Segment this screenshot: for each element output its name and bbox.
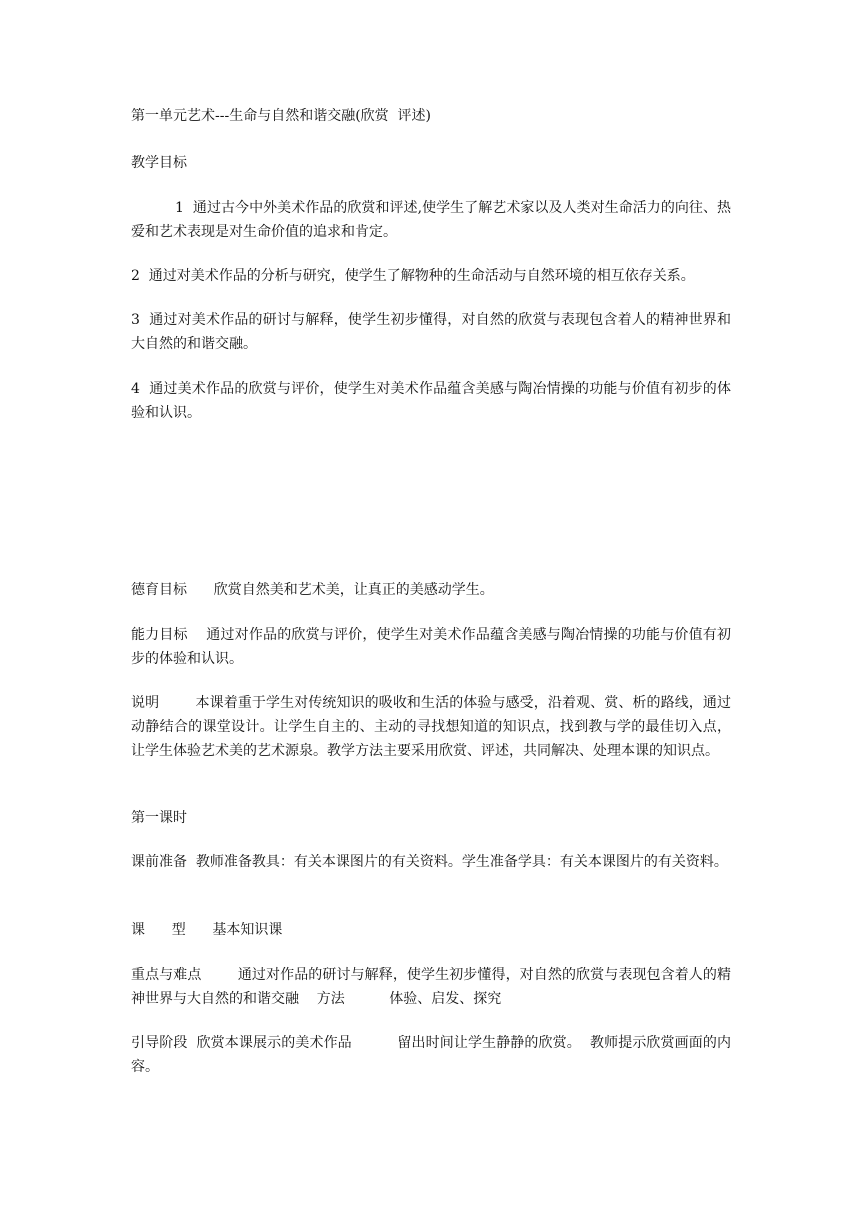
lesson-type-paragraph: 课 型 基本知识课	[131, 922, 283, 938]
objective-item-2: 2 通过对美术作品的分析与研究，使学生了解物种的生命活动与自然环境的相互依存关系。	[131, 268, 695, 284]
guide-stage-paragraph: 引导阶段 欣赏本课展示的美术作品 留出时间让学生静静的欣赏。 教师提示欣赏画面的内容。	[131, 1035, 731, 1075]
explanation-paragraph: 说明 本课着重于学生对传统知识的吸收和生活的体验与感受，沿着观、赏、析的路线，通过动静结合的课堂设计。让学生自主的、主动的寻找想知道的知识点，找到教与学的最佳切入点，让学生体验艺术美的艺术源泉。教学方法主要采用欣赏、评述，共同解决、处理本课的知识点。	[131, 695, 731, 759]
ability-goal-paragraph: 能力目标 通过对作品的欣赏与评价，使学生对美术作品蕴含美感与陶冶情操的功能与价值有初步的体验和认识。	[131, 627, 731, 667]
objective-item-3: 3 通过对美术作品的研讨与解释，使学生初步懂得，对自然的欣赏与表现包含着人的精神世界和大自然的和谐交融。	[131, 312, 731, 352]
section-heading-objectives: 教学目标	[131, 155, 187, 171]
key-difficult-paragraph: 重点与难点 通过对作品的研讨与解释，使学生初步懂得，对自然的欣赏与表现包含着人的精神世界与大自然的和谐交融 方法 体验、启发、探究	[131, 967, 731, 1007]
document-title: 第一单元艺术---生命与自然和谐交融(欣赏 评述)	[131, 108, 432, 124]
lesson-heading: 第一课时	[131, 810, 187, 826]
objective-item-1: 1 通过古今中外美术作品的欣赏和评述,使学生了解艺术家以及人类对生命活力的向往、热爱和艺术表现是对生命价值的追求和肯定。	[131, 200, 731, 240]
preparation-paragraph: 课前准备 教师准备教具：有关本课图片的有关资料。学生准备学具：有关本课图片的有关资料。	[131, 854, 728, 870]
objective-item-4: 4 通过美术作品的欣赏与评价，使学生对美术作品蕴含美感与陶冶情操的功能与价值有初步的体验和认识。	[131, 381, 731, 421]
moral-goal-paragraph: 德育目标 欣赏自然美和艺术美，让真正的美感动学生。	[131, 582, 494, 598]
